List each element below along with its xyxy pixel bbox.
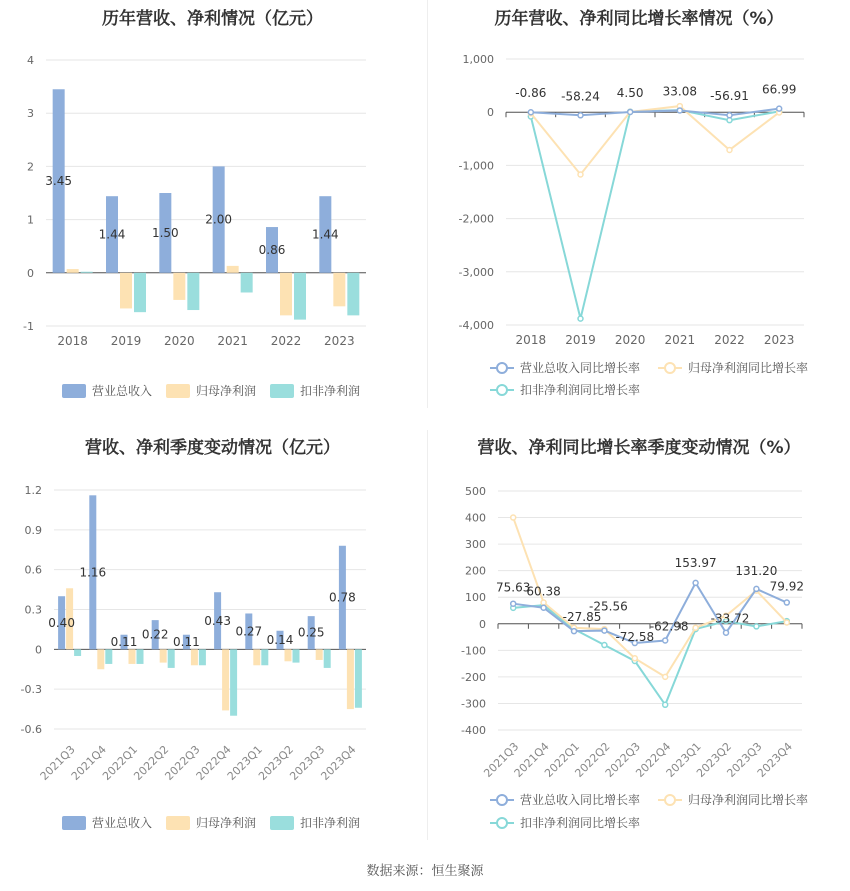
quarter-bar-panel <box>0 425 425 850</box>
legend-swatch <box>166 384 190 398</box>
data-label: 0.40 <box>48 615 75 630</box>
x-tick-label: 2022Q1 <box>542 739 583 780</box>
bar <box>253 649 260 665</box>
y-tick-label: -100 <box>461 644 486 658</box>
series-point <box>602 628 607 633</box>
bar <box>230 649 237 715</box>
data-label: -62.98 <box>649 619 689 634</box>
legend-label: 营业总收入同比增长率 <box>520 793 641 807</box>
y-tick-label: 400 <box>465 511 486 525</box>
data-label: 0.11 <box>110 635 138 650</box>
data-source: 数据来源：恒生聚源 <box>366 864 484 879</box>
x-tick-label: 2020 <box>164 334 195 348</box>
bar <box>134 273 146 312</box>
quarter-bar-chart <box>0 425 425 850</box>
y-tick-label: -300 <box>461 697 486 711</box>
y-tick-label: -4,000 <box>458 319 494 332</box>
quarter-line-panel <box>428 425 850 850</box>
bar <box>137 649 144 664</box>
chart-title: 历年营收、净利同比增长率情况（%） <box>494 9 784 29</box>
data-label: 0.11 <box>173 635 200 650</box>
bar <box>293 649 300 662</box>
bar <box>168 649 175 668</box>
data-label: -58.24 <box>561 89 600 104</box>
chart-title: 历年营收、净利情况（亿元） <box>102 9 323 29</box>
series-point <box>632 656 637 661</box>
legend-label: 扣非净利润同比增长率 <box>520 383 641 397</box>
bar <box>261 649 268 665</box>
y-tick-label: 0 <box>35 643 42 657</box>
x-tick-label: 2023Q4 <box>318 742 359 783</box>
data-label: -0.86 <box>515 86 547 101</box>
y-tick-label: -0.3 <box>20 683 42 697</box>
y-tick-label: -1 <box>23 320 34 333</box>
x-tick-label: 2021Q4 <box>511 739 552 780</box>
bar <box>324 649 331 668</box>
x-tick-label: 2021Q3 <box>481 739 522 780</box>
data-label: -56.91 <box>710 89 749 104</box>
legend-swatch-marker <box>497 385 507 395</box>
series-point <box>727 113 732 118</box>
data-label: 131.20 <box>735 563 778 578</box>
bar <box>280 273 292 316</box>
data-label: 3.45 <box>45 174 73 189</box>
chart-title: 营收、净利同比增长率季度变动情况（%） <box>477 438 801 458</box>
bar <box>191 649 198 665</box>
series-point <box>541 600 546 605</box>
x-tick-label: 2022 <box>714 333 745 347</box>
bar <box>97 649 104 669</box>
data-label: 0.22 <box>141 627 169 642</box>
data-label: 1.44 <box>98 227 126 242</box>
legend-swatch <box>270 816 294 830</box>
y-tick-label: 300 <box>465 538 486 552</box>
bar <box>241 273 253 293</box>
chart-title: 营收、净利季度变动情况（亿元） <box>85 438 340 458</box>
x-tick-label: 2022Q2 <box>572 739 613 780</box>
x-tick-label: 2022Q2 <box>131 742 172 783</box>
x-tick-label: 2019 <box>565 333 596 347</box>
series-point <box>754 624 759 629</box>
data-label: 0.14 <box>266 633 294 648</box>
y-tick-label: 0 <box>487 106 494 120</box>
data-label: 0.86 <box>258 242 286 257</box>
bar <box>355 649 362 707</box>
y-tick-label: 0.3 <box>24 603 42 617</box>
annual-bar-chart <box>0 0 425 420</box>
x-tick-label: 2018 <box>57 334 88 348</box>
series-point <box>511 601 516 606</box>
bar <box>222 649 229 710</box>
x-tick-label: 2023Q1 <box>224 742 265 783</box>
x-tick-label: 2023Q2 <box>694 739 735 780</box>
legend-label: 归母净利润 <box>196 816 257 830</box>
x-tick-label: 2023Q4 <box>754 739 795 780</box>
x-tick-label: 2022Q4 <box>193 742 234 783</box>
bar <box>347 649 354 709</box>
series-point <box>784 600 789 605</box>
legend-swatch-marker <box>665 363 675 373</box>
y-tick-label: 0.9 <box>24 523 42 537</box>
y-tick-label: -0.6 <box>20 723 42 736</box>
data-label: 0.27 <box>235 624 263 639</box>
bar <box>105 649 112 664</box>
series-point <box>784 620 789 625</box>
legend-label: 归母净利润 <box>196 384 257 398</box>
data-label: 0.25 <box>297 625 325 640</box>
x-tick-label: 2018 <box>515 333 547 347</box>
series-point <box>578 172 583 177</box>
y-tick-label: 3 <box>27 107 34 121</box>
y-tick-label: -2,000 <box>458 212 494 226</box>
data-label: -27.85 <box>562 610 602 625</box>
legend-swatch-marker <box>497 818 507 828</box>
y-tick-label: -200 <box>461 670 486 684</box>
x-tick-label: 2022 <box>270 334 302 348</box>
series-point <box>754 586 759 591</box>
series-point <box>724 630 729 635</box>
bar <box>173 273 185 300</box>
x-tick-label: 2021 <box>664 333 696 347</box>
series-point <box>541 605 546 610</box>
legend-label: 扣非净利润 <box>300 384 361 398</box>
y-tick-label: 0 <box>479 617 486 631</box>
data-label: 33.08 <box>662 84 698 99</box>
bar <box>81 272 93 273</box>
y-tick-label: 0.6 <box>24 563 42 577</box>
series-point <box>572 629 577 634</box>
y-tick-label: 1.2 <box>24 484 42 497</box>
y-tick-label: 1 <box>27 213 34 227</box>
data-label: -72.58 <box>615 630 655 645</box>
data-label: -33.72 <box>710 611 750 626</box>
x-tick-label: 2023 <box>763 333 795 347</box>
legend-swatch-marker <box>665 795 675 805</box>
y-tick-label: 100 <box>465 591 486 605</box>
legend-swatch <box>166 816 190 830</box>
series-point <box>693 625 698 630</box>
data-label: 153.97 <box>674 555 717 570</box>
y-tick-label: -3,000 <box>458 265 494 279</box>
legend-label: 扣非净利润 <box>300 816 361 830</box>
data-label: 75.63 <box>496 580 531 595</box>
bar <box>333 273 345 307</box>
x-tick-label: 2022Q1 <box>100 742 141 783</box>
data-label: 2.00 <box>205 212 233 227</box>
data-label: 1.16 <box>79 565 107 580</box>
bar <box>67 269 79 273</box>
bar <box>187 273 199 310</box>
series-point <box>663 674 668 679</box>
x-tick-label: 2023Q1 <box>663 739 704 780</box>
bar <box>129 649 136 664</box>
series-point <box>628 109 633 114</box>
y-tick-label: 200 <box>465 564 486 578</box>
y-tick-label: 2 <box>27 160 34 174</box>
bar <box>74 649 81 656</box>
legend-label: 扣非净利润同比增长率 <box>520 816 641 830</box>
x-tick-label: 2020 <box>614 333 646 347</box>
series-point <box>663 702 668 707</box>
x-tick-label: 2023Q3 <box>287 742 328 783</box>
legend-swatch <box>62 384 86 398</box>
series-point <box>528 110 533 115</box>
bar <box>294 273 306 320</box>
y-tick-label: 4 <box>27 54 34 67</box>
legend-label: 营业总收入同比增长率 <box>520 361 641 375</box>
x-tick-label: 2021Q4 <box>68 742 109 783</box>
x-tick-label: 2022Q3 <box>602 739 643 780</box>
bar <box>160 649 167 662</box>
y-tick-label: 0 <box>27 266 34 280</box>
data-label: 4.50 <box>616 85 644 100</box>
legend-label: 营业总收入 <box>92 816 153 830</box>
series-point <box>663 638 668 643</box>
series-point <box>578 113 583 118</box>
x-tick-label: 2019 <box>110 334 142 348</box>
bar <box>120 273 132 309</box>
annual-line-chart <box>428 0 850 420</box>
y-tick-label: 500 <box>465 485 486 498</box>
x-tick-label: 2021 <box>217 334 248 348</box>
data-label: 0.43 <box>204 613 231 628</box>
data-label: 0.78 <box>329 590 356 605</box>
bar <box>227 266 239 273</box>
series-point <box>693 580 698 585</box>
series-point <box>602 643 607 648</box>
series-point <box>578 316 583 321</box>
bar <box>199 649 206 665</box>
x-tick-label: 2023Q3 <box>724 739 765 780</box>
data-label: 1.50 <box>151 225 179 240</box>
legend-label: 营业总收入 <box>92 384 153 398</box>
x-tick-label: 2023 <box>324 334 355 348</box>
x-tick-label: 2022Q3 <box>162 742 203 783</box>
series-point <box>727 147 732 152</box>
data-label: -25.56 <box>589 599 628 614</box>
y-tick-label: 1,000 <box>462 53 494 66</box>
legend-swatch <box>62 816 86 830</box>
data-label: 66.99 <box>761 82 797 97</box>
series-point <box>677 108 682 113</box>
legend-label: 归母净利润同比增长率 <box>688 793 809 807</box>
series-point <box>511 515 516 520</box>
y-tick-label: -1,000 <box>458 159 494 173</box>
x-tick-label: 2023Q2 <box>256 742 297 783</box>
legend-swatch-marker <box>497 795 507 805</box>
data-label: 1.44 <box>311 227 339 242</box>
bar <box>347 273 359 316</box>
x-tick-label: 2021Q3 <box>37 742 78 783</box>
annual-line-panel <box>428 0 850 420</box>
data-label: 60.38 <box>526 584 561 599</box>
bar <box>316 649 323 660</box>
series-point <box>777 106 782 111</box>
x-tick-label: 2022Q4 <box>633 739 674 780</box>
data-label: 79.92 <box>769 579 804 594</box>
annual-bar-panel <box>0 0 425 420</box>
legend-swatch-marker <box>497 363 507 373</box>
legend-label: 归母净利润同比增长率 <box>688 361 809 375</box>
legend-swatch <box>270 384 294 398</box>
bar <box>285 649 292 661</box>
quarter-line-chart <box>428 425 850 850</box>
y-tick-label: -400 <box>461 724 486 737</box>
